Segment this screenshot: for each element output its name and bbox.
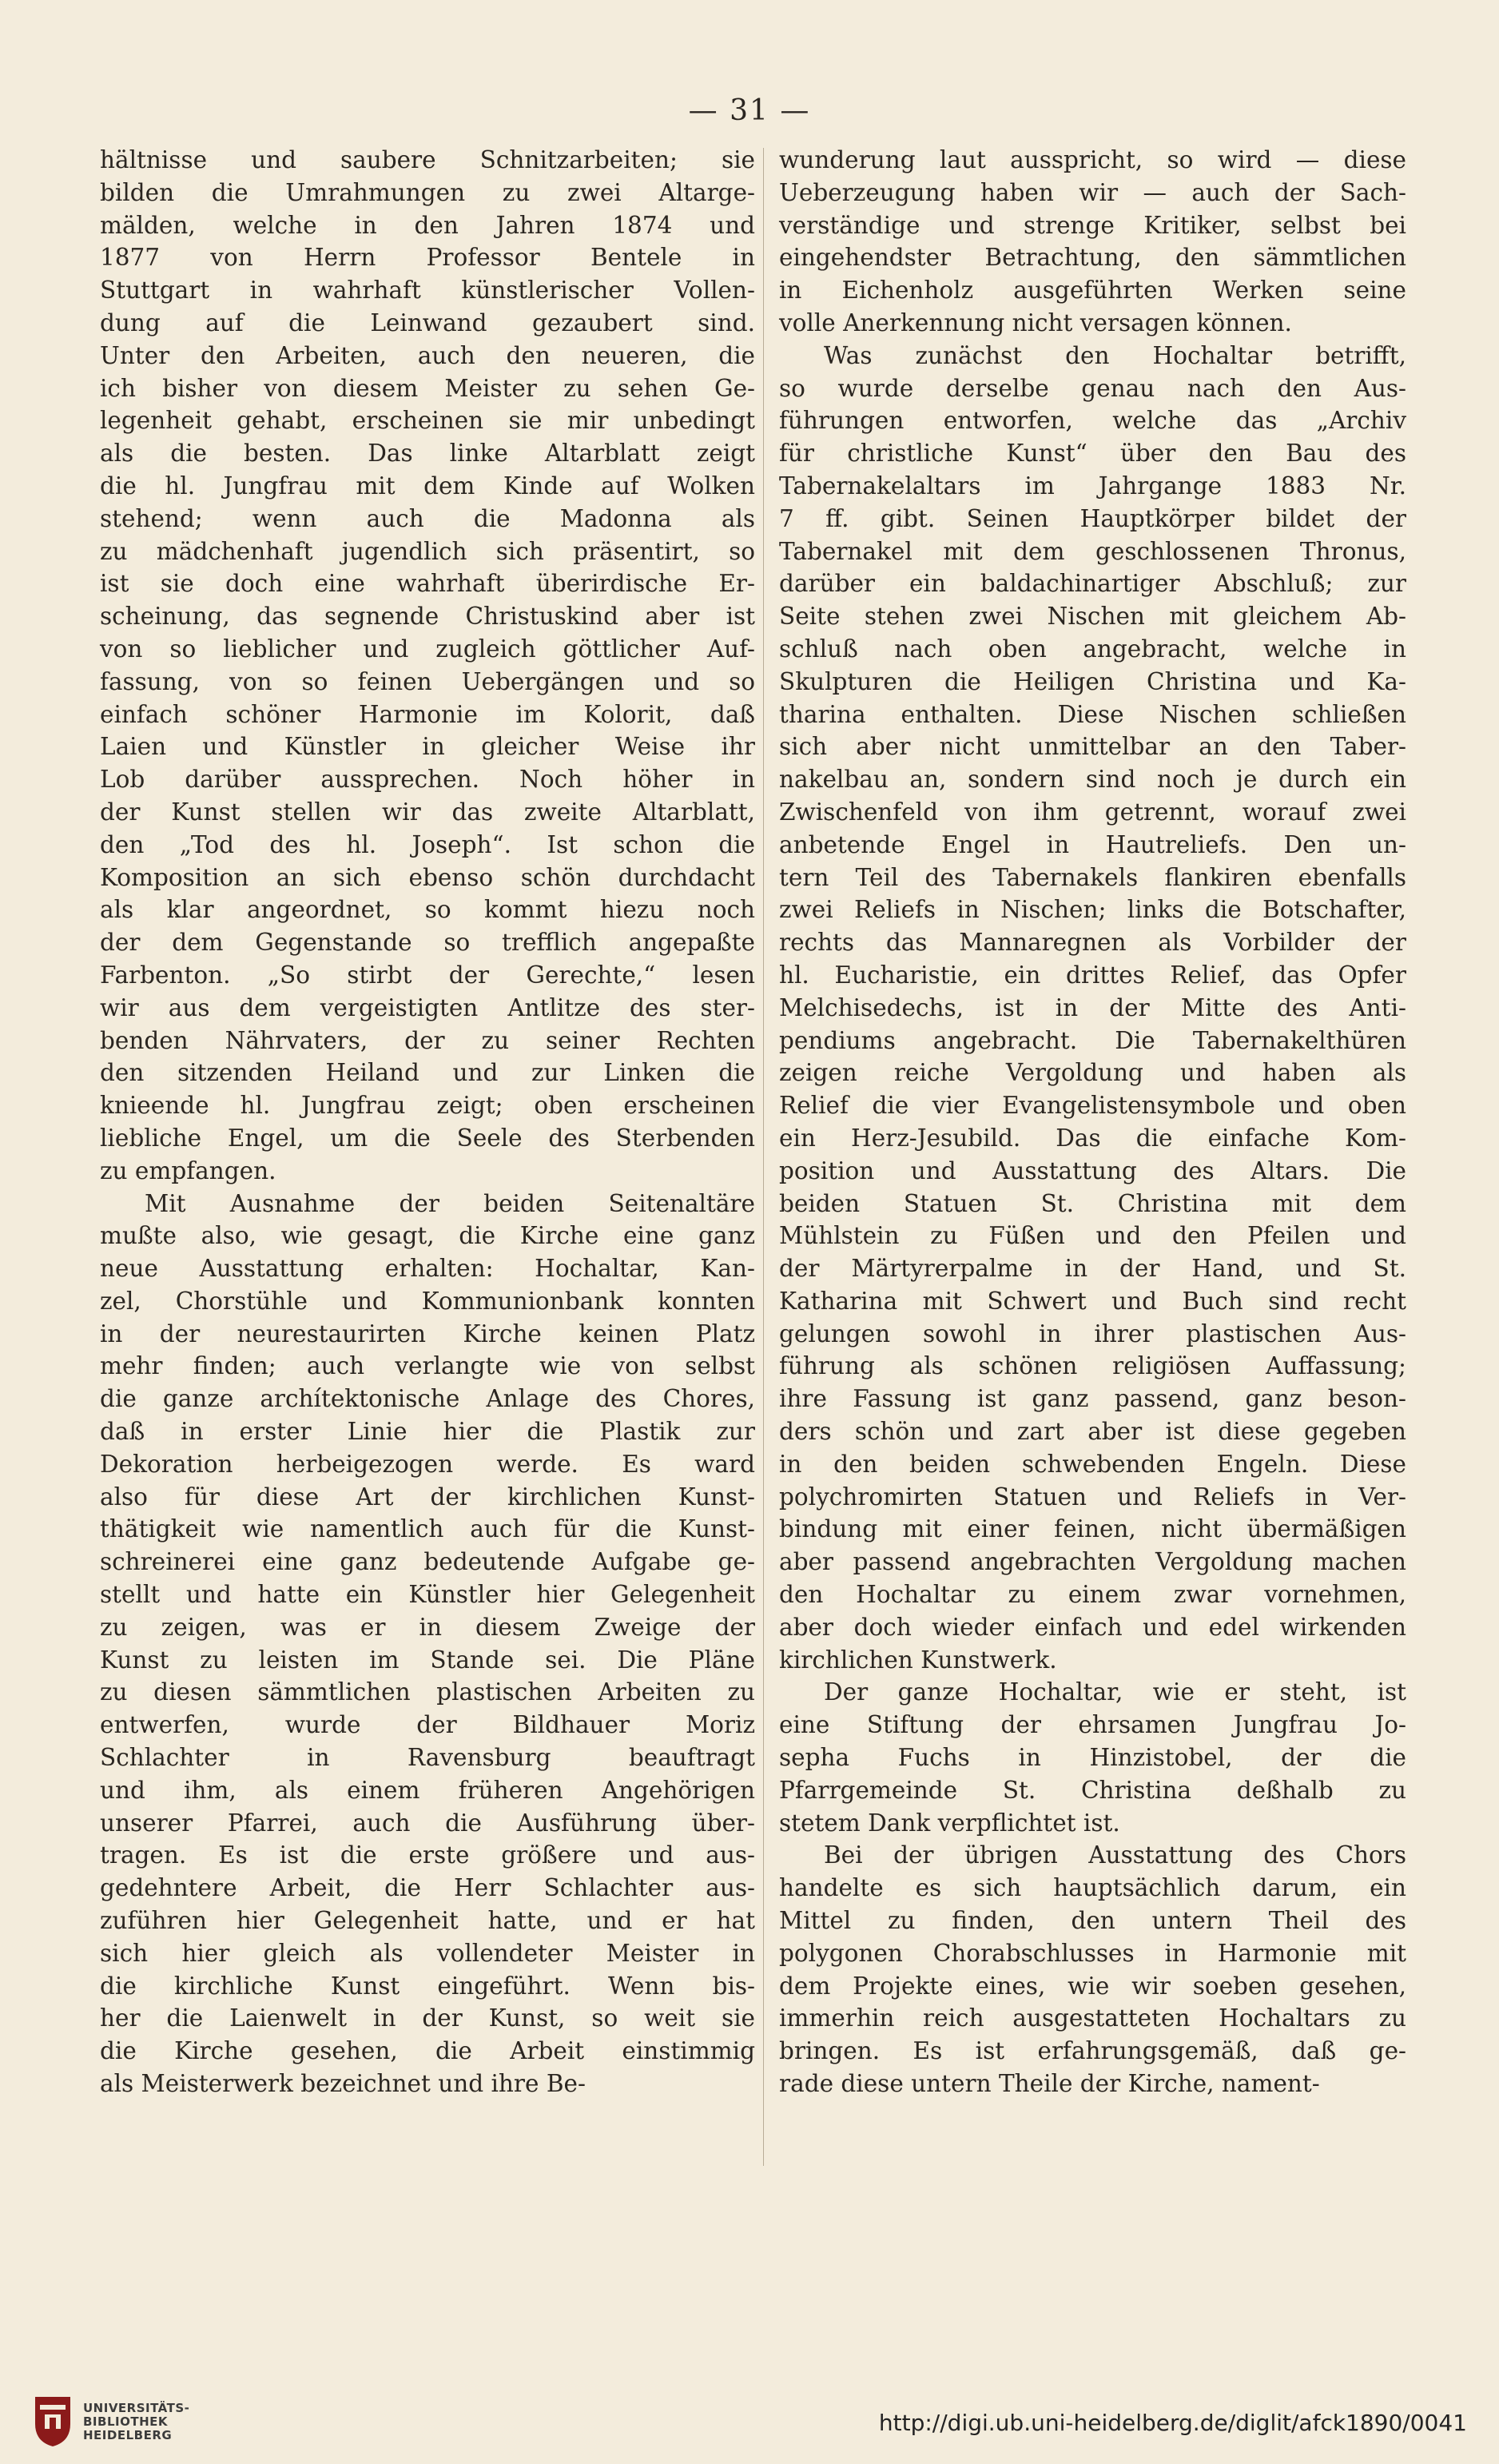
library-logo-text bbox=[83, 2402, 189, 2442]
column-divider bbox=[763, 148, 764, 2166]
text-line: die kirchliche Kunst eingeführt. Wenn bis- bbox=[100, 1972, 755, 2000]
text-line: position und Ausstattung des Altars. Die bbox=[779, 1156, 1406, 1184]
text-line: der dem Gegenstande so trefflich angepaßte bbox=[100, 929, 755, 957]
text-line: einfach schöner Harmonie im Kolorit, daß bbox=[100, 700, 755, 728]
text-line: so wurde derselbe genau nach den Aus- bbox=[779, 374, 1406, 402]
text-line: sich aber nicht unmittelbar an den Taber- bbox=[779, 733, 1406, 761]
text-line: zuführen hier Gelegenheit hatte, und er hat bbox=[100, 1907, 755, 1935]
text-line: Mittel zu finden, den untern Theil des bbox=[779, 1907, 1406, 1935]
text-line: hältnisse und saubere Schnitzarbeiten; sie bbox=[100, 146, 755, 173]
text-line: ich bisher von diesem Meister zu sehen Ge- bbox=[100, 374, 755, 402]
text-line: ihre Fassung ist ganz passend, ganz beson- bbox=[779, 1385, 1406, 1413]
text-line: führungen entworfen, welche das „Archiv bbox=[779, 407, 1406, 435]
text-line: darüber ein baldachinartiger Abschluß; zur bbox=[779, 570, 1406, 598]
text-line: aber passend angebrachten Vergoldung machen bbox=[779, 1548, 1406, 1576]
text-line: Laien und Künstler in gleicher Weise ihr bbox=[100, 733, 755, 761]
text-line: zu empfangen. bbox=[100, 1156, 276, 1184]
text-line: Was zunächst den Hochaltar betrifft, bbox=[824, 341, 1406, 369]
text-line: bringen. Es ist erfahrungsgemäß, daß ge- bbox=[779, 2037, 1406, 2065]
text-line: handelte es sich hauptsächlich darum, ein bbox=[779, 1874, 1406, 1902]
text-line: stehend; wenn auch die Madonna als bbox=[100, 504, 755, 532]
text-line: verständige und strenge Kritiker, selbst bei bbox=[779, 211, 1406, 239]
text-line: anbetende Engel in Hautreliefs. Den un- bbox=[779, 830, 1406, 858]
text-line: als klar angeordnet, so kommt hiezu noch bbox=[100, 896, 755, 924]
text-line: gedehntere Arbeit, die Herr Schlachter aus- bbox=[100, 1874, 755, 1902]
text-line: bindung mit einer feinen, nicht übermäßigen bbox=[779, 1515, 1406, 1543]
text-line: Seite stehen zwei Nischen mit gleichem Ab- bbox=[779, 603, 1406, 631]
text-line: tharina enthalten. Diese Nischen schließen bbox=[779, 700, 1406, 728]
text-line: Komposition an sich ebenso schön durchdacht bbox=[100, 863, 755, 891]
library-logo-icon bbox=[30, 2394, 75, 2450]
text-line: rechts das Mannaregnen als Vorbilder der bbox=[779, 929, 1406, 957]
text-line: sich hier gleich als vollendeter Meister in bbox=[100, 1939, 755, 1967]
text-line: gelungen sowohl in ihrer plastischen Aus- bbox=[779, 1320, 1406, 1347]
text-line: zel, Chorstühle und Kommunionbank konnten bbox=[100, 1287, 755, 1315]
logo-line: BIBLIOTHEK bbox=[83, 2414, 168, 2429]
left-text-column bbox=[100, 144, 755, 2100]
footer bbox=[0, 2378, 1499, 2464]
text-line: in der neurestaurirten Kirche keinen Platz bbox=[100, 1320, 755, 1347]
text-line: polygonen Chorabschlusses in Harmonie mit bbox=[779, 1939, 1406, 1967]
text-line: Zwischenfeld von ihm getrennt, worauf zwei bbox=[779, 798, 1406, 826]
text-line: zu diesen sämmtlichen plastischen Arbeiten zu bbox=[100, 1678, 755, 1706]
text-line: den sitzenden Heiland und zur Linken die bbox=[100, 1059, 755, 1087]
text-line: stellt und hatte ein Künstler hier Gelegenheit bbox=[100, 1581, 755, 1609]
library-logo[interactable] bbox=[30, 2394, 206, 2450]
text-line: die Kirche gesehen, die Arbeit einstimmig bbox=[100, 2037, 755, 2065]
text-line: mehr finden; auch verlangte wie von selbst bbox=[100, 1352, 755, 1380]
text-line: Mühlstein zu Füßen und den Pfeilen und bbox=[779, 1222, 1406, 1250]
text-line: dung auf die Leinwand gezaubert sind. bbox=[100, 308, 755, 336]
text-line: Tabernakel mit dem geschlossenen Thronus, bbox=[779, 537, 1406, 565]
text-line: die hl. Jungfrau mit dem Kinde auf Wolken bbox=[100, 472, 755, 500]
text-line: legenheit gehabt, erscheinen sie mir unbedingt bbox=[100, 407, 755, 435]
text-line: hl. Eucharistie, ein drittes Relief, das Opfer bbox=[779, 961, 1406, 989]
text-line: zwei Reliefs in Nischen; links die Botschafter, bbox=[779, 896, 1406, 924]
text-line: also für diese Art der kirchlichen Kunst- bbox=[100, 1483, 755, 1511]
text-line: immerhin reich ausgestatteten Hochaltars zu bbox=[779, 2004, 1406, 2032]
text-line: mußte also, wie gesagt, die Kirche eine ganz bbox=[100, 1222, 755, 1250]
text-line: kirchlichen Kunstwerk. bbox=[779, 1646, 1057, 1674]
text-line: aber doch wieder einfach und edel wirkenden bbox=[779, 1613, 1406, 1641]
text-line: in den beiden schwebenden Engeln. Diese bbox=[779, 1450, 1406, 1478]
text-line: Lob darüber aussprechen. Noch höher in bbox=[100, 766, 755, 794]
text-line: Tabernakelaltars im Jahrgange 1883 Nr. bbox=[779, 472, 1406, 500]
text-line: rade diese untern Theile der Kirche, nament- bbox=[779, 2070, 1320, 2098]
text-line: scheinung, das segnende Christuskind aber ist bbox=[100, 603, 755, 631]
text-line: wunderung laut ausspricht, so wird — diese bbox=[779, 146, 1406, 173]
text-line: eingehendster Betrachtung, den sämmtlichen bbox=[779, 244, 1406, 272]
text-line: Der ganze Hochaltar, wie er steht, ist bbox=[824, 1678, 1406, 1706]
text-line: der Märtyrerpalme in der Hand, und St. bbox=[779, 1255, 1406, 1283]
text-line: führung als schönen religiösen Auffassung; bbox=[779, 1352, 1406, 1380]
text-line: tern Teil des Tabernakels flankiren ebenfalls bbox=[779, 863, 1406, 891]
text-line: Mit Ausnahme der beiden Seitenaltäre bbox=[145, 1189, 755, 1217]
text-line: dem Projekte eines, wie wir soeben gesehen, bbox=[779, 1972, 1406, 2000]
text-line: schreinerei eine ganz bedeutende Aufgabe ge- bbox=[100, 1548, 755, 1576]
text-line: Katharina mit Schwert und Buch sind recht bbox=[779, 1287, 1406, 1315]
text-line: zu zeigen, was er in diesem Zweige der bbox=[100, 1613, 755, 1641]
text-line: benden Nährvaters, der zu seiner Rechten bbox=[100, 1026, 755, 1054]
text-line: Farbenton. „So stirbt der Gerechte,“ lesen bbox=[100, 961, 755, 989]
text-line: daß in erster Linie hier die Plastik zur bbox=[100, 1418, 755, 1446]
text-line: von so lieblicher und zugleich göttlicher Auf- bbox=[100, 635, 755, 663]
text-line: beiden Statuen St. Christina mit dem bbox=[779, 1189, 1406, 1217]
text-line: Pfarrgemeinde St. Christina deßhalb zu bbox=[779, 1776, 1406, 1804]
text-line: und ihm, als einem früheren Angehörigen bbox=[100, 1776, 755, 1804]
text-line: den Hochaltar zu einem zwar vornehmen, bbox=[779, 1581, 1406, 1609]
text-line: 1877 von Herrn Professor Bentele in bbox=[100, 244, 755, 272]
text-line: neue Ausstattung erhalten: Hochaltar, Kan- bbox=[100, 1255, 755, 1283]
text-line: als Meisterwerk bezeichnet und ihre Be- bbox=[100, 2070, 586, 2098]
text-line: als die besten. Das linke Altarblatt zeigt bbox=[100, 440, 755, 468]
text-line: fassung, von so feinen Uebergängen und so bbox=[100, 667, 755, 695]
logo-line: HEIDELBERG bbox=[83, 2428, 173, 2442]
text-line: Skulpturen die Heiligen Christina und Ka- bbox=[779, 667, 1406, 695]
text-line: her die Laienwelt in der Kunst, so weit sie bbox=[100, 2004, 755, 2032]
source-url[interactable]: http://digi.ub.uni-heidelberg.de/diglit/afck1890/0041 bbox=[878, 2410, 1467, 2436]
text-line: Ueberzeugung haben wir — auch der Sach- bbox=[779, 178, 1406, 206]
text-line: den „Tod des hl. Joseph“. Ist schon die bbox=[100, 830, 755, 858]
text-line: ders schön und zart aber ist diese gegeben bbox=[779, 1418, 1406, 1446]
text-line: nakelbau an, sondern sind noch je durch ein bbox=[779, 766, 1406, 794]
text-line: zu mädchenhaft jugendlich sich präsentirt, so bbox=[100, 537, 755, 565]
text-line: ist sie doch eine wahrhaft überirdische Er- bbox=[100, 570, 755, 598]
text-line: 7 ff. gibt. Seinen Hauptkörper bildet der bbox=[779, 504, 1406, 532]
text-line: Bei der übrigen Ausstattung des Chors bbox=[824, 1841, 1406, 1869]
text-line: unserer Pfarrei, auch die Ausführung über- bbox=[100, 1809, 755, 1837]
text-line: Dekoration herbeigezogen werde. Es ward bbox=[100, 1450, 755, 1478]
text-line: polychromirten Statuen und Reliefs in Ver- bbox=[779, 1483, 1406, 1511]
text-line: der Kunst stellen wir das zweite Altarblatt, bbox=[100, 798, 755, 826]
text-line: liebliche Engel, um die Seele des Sterbenden bbox=[100, 1124, 755, 1152]
text-line: wir aus dem vergeistigten Antlitze des ster- bbox=[100, 993, 755, 1021]
text-line: in Eichenholz ausgeführten Werken seine bbox=[779, 277, 1406, 305]
text-line: knieende hl. Jungfrau zeigt; oben erscheinen bbox=[100, 1092, 755, 1120]
text-line: schluß nach oben angebracht, welche in bbox=[779, 635, 1406, 663]
text-line: Stuttgart in wahrhaft künstlerischer Vollen- bbox=[100, 277, 755, 305]
text-line: volle Anerkennung nicht versagen können. bbox=[779, 308, 1292, 336]
text-line: mälden, welche in den Jahren 1874 und bbox=[100, 211, 755, 239]
text-line: stetem Dank verpflichtet ist. bbox=[779, 1809, 1120, 1837]
text-line: eine Stiftung der ehrsamen Jungfrau Jo- bbox=[779, 1711, 1406, 1739]
text-line: Melchisedechs, ist in der Mitte des Anti- bbox=[779, 993, 1406, 1021]
text-line: entwerfen, wurde der Bildhauer Moriz bbox=[100, 1711, 755, 1739]
text-line: Relief die vier Evangelistensymbole und oben bbox=[779, 1092, 1406, 1120]
text-line: pendiums angebracht. Die Tabernakelthüren bbox=[779, 1026, 1406, 1054]
right-text-column bbox=[779, 144, 1406, 2100]
text-line: Kunst zu leisten im Stande sei. Die Pläne bbox=[100, 1646, 755, 1674]
text-line: zeigen reiche Vergoldung und haben als bbox=[779, 1059, 1406, 1087]
logo-line: UNIVERSITÄTS- bbox=[83, 2401, 190, 2415]
page-number: — 31 — bbox=[688, 94, 811, 127]
text-line: tragen. Es ist die erste größere und aus- bbox=[100, 1841, 755, 1869]
text-line: die ganze archítektonische Anlage des Chores, bbox=[100, 1385, 755, 1413]
text-line: Schlachter in Ravensburg beauftragt bbox=[100, 1744, 755, 1772]
text-line: thätigkeit wie namentlich auch für die Kunst- bbox=[100, 1515, 755, 1543]
text-line: sepha Fuchs in Hinzistobel, der die bbox=[779, 1744, 1406, 1772]
text-line: bilden die Umrahmungen zu zwei Altarge- bbox=[100, 178, 755, 206]
text-line: ein Herz-Jesubild. Das die einfache Kom- bbox=[779, 1124, 1406, 1152]
text-line: für christliche Kunst“ über den Bau des bbox=[779, 440, 1406, 468]
text-line: Unter den Arbeiten, auch den neueren, die bbox=[100, 341, 755, 369]
